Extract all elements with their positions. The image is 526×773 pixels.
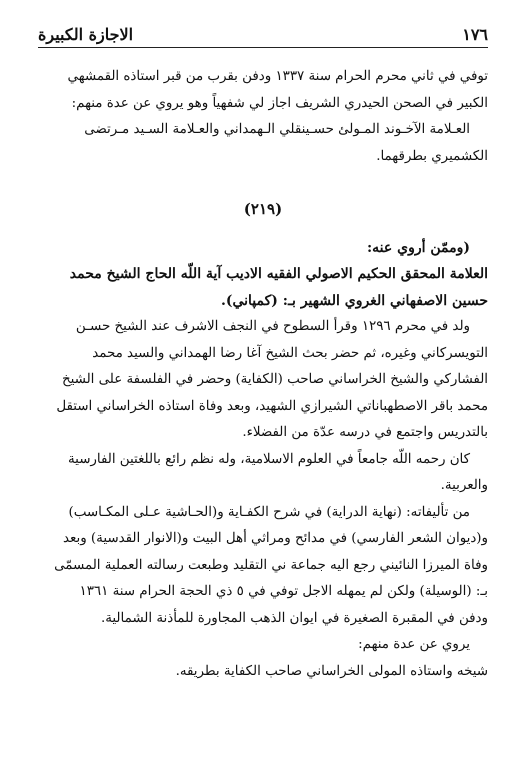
- header-divider: [38, 47, 488, 48]
- text-line: كان رحمه اللّه جامعاً في العلوم الاسلامية، وله نظم رائع باللغتين الفارسية: [67, 451, 470, 467]
- text-line: العلامة المحقق الحكيم الاصولي الفقيه الاديب آية اللّه الحاج الشيخ محمد: [69, 266, 488, 282]
- text-line: الفشاركي والشيخ الخراساني صاحب (الكفاية) وحضر في الفلسفة على الشيخ: [61, 372, 488, 387]
- text-line: ولد في محرم ١٢٩٦ وقرأ السطوح في النجف الاشرف عند الشيخ حسـن: [75, 319, 470, 334]
- paragraph-knowledge: [38, 447, 488, 500]
- text-line: من تأليفاته: (نهاية الدراية) في شرح الكفـاية و(الحـاشية عـلى المكـاسب): [68, 504, 470, 520]
- paragraph-works: [38, 500, 488, 633]
- text-line: العـلامة الآخـوند المـولئ حسـينقلي الـهمداني والعـلامة السـيد مـرتضى: [84, 122, 470, 137]
- page-header: [38, 14, 488, 44]
- text-line: توفي في ثاني محرم الحرام سنة ١٣٣٧ ودفن بقرب من قبر استاذه القمشهي: [67, 69, 488, 84]
- text-line: والعربية.: [440, 478, 488, 493]
- paragraph-narrators: [38, 632, 488, 685]
- text-line: حسين الاصفهاني الغروي الشهير بـ: (كمپاني).: [220, 292, 488, 309]
- text-line: بـ: (الوسيلة) ولكن لم يمهله الاجل توفي في ٥ ذي الحجة الحرام سنة ١٣٦١: [79, 584, 488, 599]
- text-line: الكبير في الصحن الحيدري الشريف اجاز لي شفهياً وهو يروي عن عدة منهم:: [71, 95, 488, 111]
- page-number: ١٧٦: [462, 25, 488, 44]
- section-intro: (وممّن أروي عنه:: [366, 239, 470, 256]
- text-line: الكشميري بطرقهما.: [376, 148, 488, 164]
- text-line: التويسركاني وغيره، ثم حضر بحث الشيخ آغا رضا الهمداني والسيد محمد: [92, 345, 488, 361]
- section-number: (٢١٩): [243, 200, 283, 218]
- text-line: بالتدريس واجتمع في درسه عدّة من الفضلاء.: [242, 425, 488, 440]
- text-line: شيخه واستاذه المولى الخراساني صاحب الكفاية بطريقه.: [175, 663, 488, 679]
- text-line: ودفن في المقبرة الصغيرة في ايوان الذهب المجاورة للمأذنة الشمالية.: [100, 610, 488, 626]
- text-line: محمد باقر الاصطهباناتي الشيرازي الشهيد، وبعد وفاة استاذه الخراساني استقل: [56, 398, 488, 414]
- text-line: وفاة الميرزا النائيني رجع اليه جماعة ني التقليد وطبعت رسالته العملية المسمّى: [54, 557, 488, 573]
- scholar-name: [38, 261, 488, 314]
- text-line: و(ديوان الشعر الفارسي) في مدائح ومراثي أهل البيت و(الانوار القدسية) وبعد: [62, 531, 488, 546]
- running-title: الاجازة الكبيرة: [38, 25, 134, 44]
- page-body: [38, 64, 488, 685]
- text-line: يروي عن عدة منهم:: [358, 637, 470, 652]
- paragraph-biography: [38, 314, 488, 447]
- paragraph-death-note: [38, 64, 488, 170]
